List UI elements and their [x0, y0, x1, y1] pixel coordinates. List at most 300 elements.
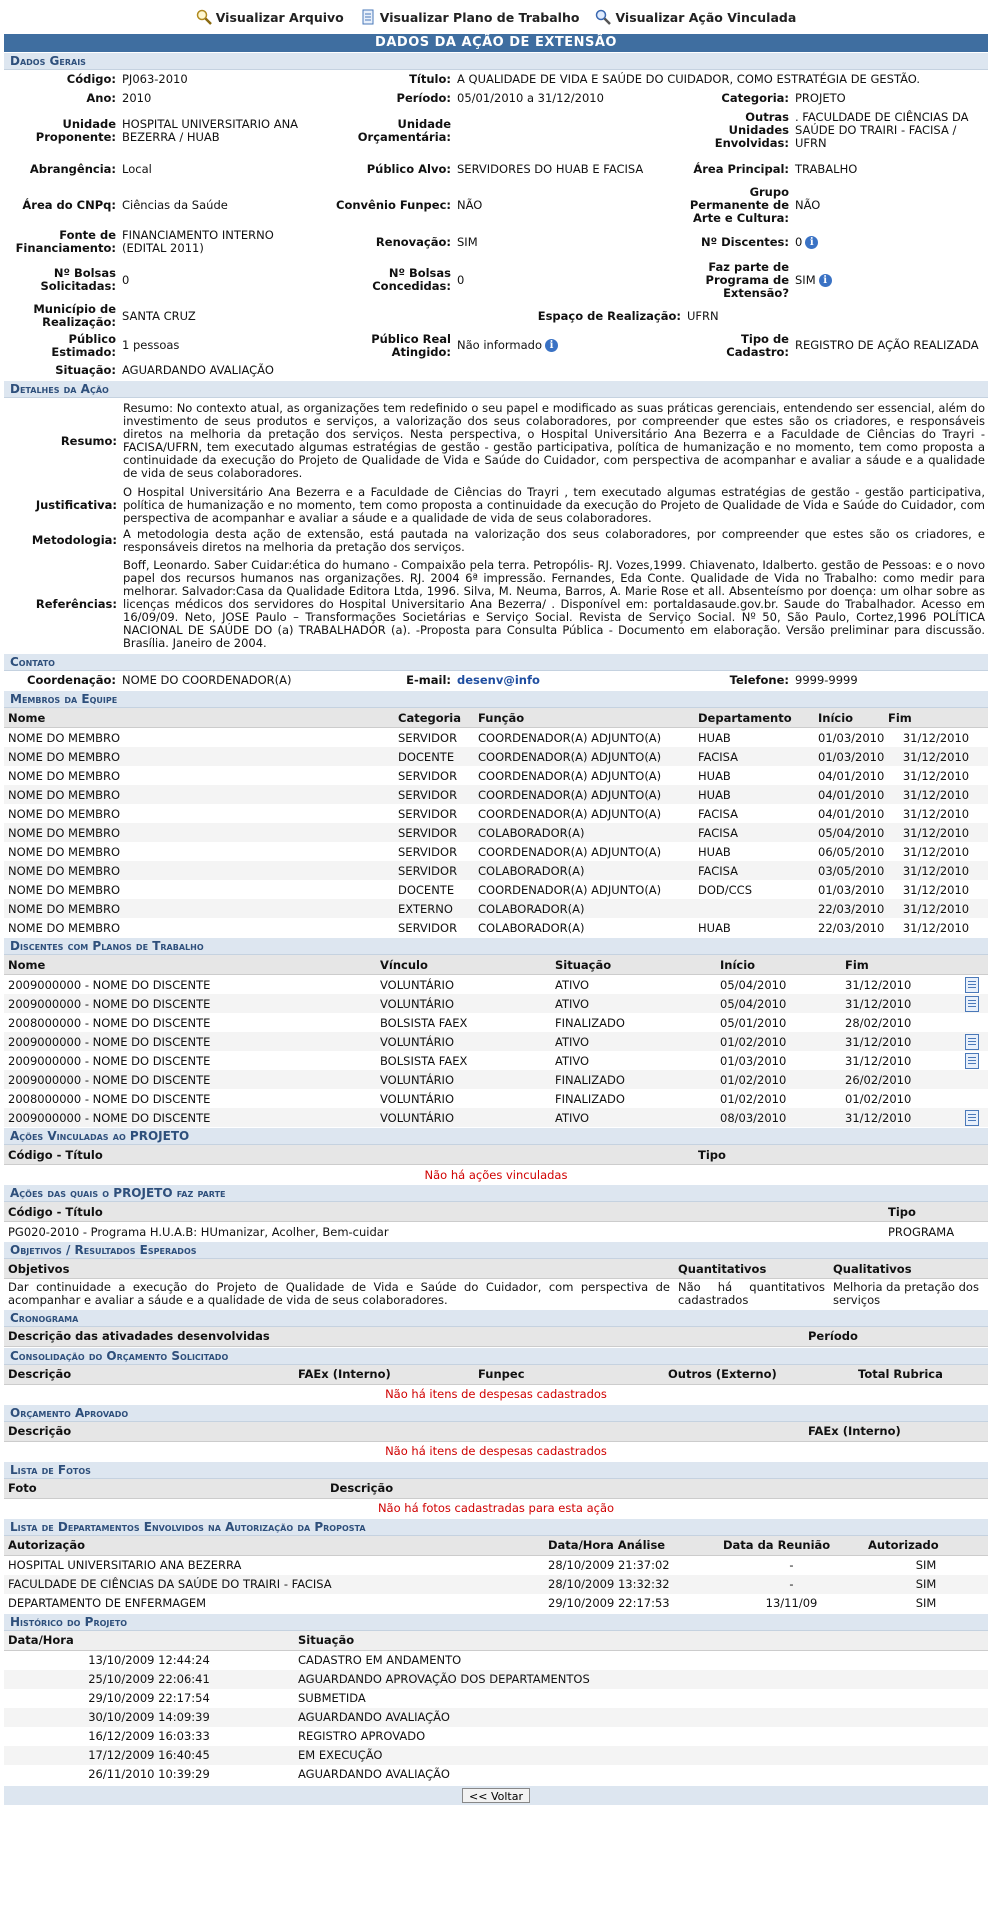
- real-audience-label: Público Real Atingido:: [371, 331, 451, 359]
- footer-bar: [4, 1786, 988, 1805]
- member-category: EXTERNO: [394, 899, 474, 918]
- renewal-value: SIM: [457, 234, 478, 249]
- col-meeting-date: Data da Reunião: [719, 1536, 864, 1556]
- proposing-unit-label: Unidade Proponente:: [35, 116, 116, 144]
- member-category: SERVIDOR: [398, 844, 458, 859]
- col-status: Situação: [551, 955, 716, 975]
- member-function: COORDENADOR(A) ADJUNTO(A): [474, 747, 694, 766]
- student-end: 31/12/2010: [841, 1108, 961, 1127]
- member-category: SERVIDOR: [394, 823, 474, 842]
- analysis-datetime: 28/10/2009 13:32:32: [544, 1575, 719, 1594]
- students-count-label: Nº Discentes:: [701, 234, 789, 249]
- col-category: Categoria: [394, 708, 474, 728]
- col-code-title: Código - Título: [4, 1145, 694, 1165]
- cnpq-area-value: Ciências da Saúde: [122, 198, 228, 212]
- renewal-label: Renovação:: [375, 234, 451, 249]
- history-table: [4, 1631, 988, 1784]
- member-category: SERVIDOR: [398, 768, 458, 783]
- member-category: SERVIDOR: [398, 806, 458, 821]
- col-code-title: Código - Título: [4, 1202, 884, 1222]
- member-name: NOME DO MEMBRO: [8, 730, 121, 745]
- info-icon[interactable]: i: [805, 236, 818, 249]
- email-value[interactable]: desenv@info: [457, 673, 540, 687]
- funding-source-value: FINANCIAMENTO INTERNO (EDITAL 2011): [122, 228, 274, 255]
- section-history: Histórico do Projeto: [4, 1614, 988, 1631]
- workplan-document-icon[interactable]: [965, 1034, 979, 1050]
- qualitative-text: Melhoria da pretação dos serviços: [833, 1279, 979, 1307]
- info-icon[interactable]: i: [819, 274, 832, 287]
- registration-type-value: REGISTRO DE AÇÃO REALIZADA: [795, 338, 979, 352]
- scope-value: Local: [122, 161, 152, 176]
- info-icon[interactable]: i: [545, 339, 558, 352]
- member-function: COLABORADOR(A): [478, 920, 585, 935]
- section-schedule: Cronograma: [4, 1310, 988, 1327]
- student-action: [961, 1108, 988, 1127]
- member-function: COORDENADOR(A) ADJUNTO(A): [478, 730, 662, 745]
- history-datetime: 17/12/2009 16:40:45: [4, 1746, 294, 1765]
- funding-source-label: Fonte de Financiamento:: [15, 228, 116, 255]
- member-department: FACISA: [698, 806, 739, 821]
- table-row: [4, 1708, 988, 1727]
- student-end: 31/12/2010: [845, 1053, 912, 1068]
- approved-budget-table: [4, 1422, 988, 1461]
- table-row: [4, 1222, 988, 1242]
- table-row: [4, 1108, 988, 1127]
- member-category: DOCENTE: [394, 747, 474, 766]
- page: [4, 0, 988, 1805]
- student-status: FINALIZADO: [555, 1091, 625, 1106]
- student-name: 2009000000 - NOME DO DISCENTE: [4, 994, 376, 1013]
- history-datetime: 16/12/2009 16:03:33: [88, 1729, 210, 1743]
- student-end: 28/02/2010: [845, 1015, 912, 1030]
- member-end: 31/12/2010: [902, 882, 970, 897]
- registration-type-label: Tipo de Cadastro:: [726, 331, 789, 359]
- member-name: NOME DO MEMBRO: [4, 899, 394, 918]
- member-function: COORDENADOR(A) ADJUNTO(A): [478, 882, 662, 897]
- table-row: [4, 823, 988, 842]
- main-area-value: TRABALHO: [795, 161, 858, 176]
- year-value: 2010: [122, 91, 152, 105]
- empty-message: Não há itens de despesas cadastrados: [385, 1444, 607, 1458]
- table-row: [4, 1032, 988, 1051]
- status-value: AGUARDANDO AVALIAÇÃO: [122, 363, 274, 377]
- parent-action-type: PROGRAMA: [888, 1224, 955, 1239]
- member-function: COLABORADOR(A): [474, 899, 694, 918]
- city-label: Município de Realização:: [33, 302, 116, 329]
- member-department: HUAB: [698, 920, 731, 935]
- objective-text: Dar continuidade a execução do Projeto de Qualidade de Vida e Saúde do Cuidador, com perspectiva de acompanhar e avaliar a sáude e a qualidade de vida de seus colaboradores.: [8, 1279, 670, 1307]
- meeting-date: -: [719, 1575, 864, 1594]
- history-datetime: 26/11/2010 10:39:29: [88, 1767, 210, 1781]
- venue-value: UFRN: [687, 308, 719, 323]
- phone-value: 9999-9999: [795, 673, 858, 687]
- parent-action-title: PG020-2010 - Programa H.U.A.B: HUmanizar, Acolher, Bem-cuidar: [8, 1224, 389, 1239]
- table-row: [4, 975, 988, 995]
- student-link: VOLUNTÁRIO: [376, 1108, 551, 1127]
- member-department: FACISA: [694, 823, 814, 842]
- authorized-value: SIM: [864, 1575, 988, 1594]
- section-parent-actions: Ações das quais o PROJETO faz parte: [4, 1185, 988, 1202]
- member-start: 06/05/2010: [818, 844, 885, 859]
- history-datetime: 30/10/2009 14:09:39: [4, 1708, 294, 1727]
- table-row: [4, 1670, 988, 1689]
- main-area-label: Área Principal:: [693, 161, 789, 176]
- estimated-audience-label: Público Estimado:: [51, 331, 116, 359]
- col-action: [961, 955, 988, 975]
- table-row: [4, 804, 988, 823]
- empty-message: Não há itens de despesas cadastrados: [385, 1387, 607, 1401]
- student-end: 31/12/2010: [841, 994, 961, 1013]
- other-units-label: Outras Unidades Envolvidas:: [714, 110, 789, 150]
- student-start: 01/02/2010: [720, 1091, 787, 1106]
- member-department: DOD/CCS: [698, 882, 752, 897]
- col-authorization: Autorização: [4, 1536, 544, 1556]
- granted-grants-label: Nº Bolsas Concedidas:: [372, 266, 451, 293]
- coordinator-label: Coordenação:: [27, 673, 116, 687]
- member-start: 05/04/2010: [814, 823, 884, 842]
- member-start: 22/03/2010: [814, 899, 884, 918]
- student-start: 05/04/2010: [720, 977, 787, 992]
- section-linked-actions: Ações Vinculadas ao PROJETO: [4, 1128, 988, 1145]
- member-start: 04/01/2010: [818, 768, 885, 783]
- table-row: [4, 1555, 988, 1575]
- col-function: Função: [474, 708, 694, 728]
- table-row: [4, 1689, 988, 1708]
- history-datetime: 29/10/2009 22:17:54: [88, 1691, 210, 1705]
- photos-table: [4, 1479, 988, 1518]
- col-description: Descrição: [326, 1479, 988, 1499]
- quantitative-text: Não há quantitativos cadastrados: [678, 1279, 825, 1307]
- summary-label: Resumo:: [60, 433, 117, 448]
- students-count-value: 0: [795, 234, 803, 249]
- member-name: NOME DO MEMBRO: [8, 806, 121, 821]
- student-start: 01/02/2010: [716, 1070, 841, 1089]
- member-start: 04/01/2010: [818, 806, 885, 821]
- magnifier-icon: [196, 9, 212, 25]
- student-start: 01/03/2010: [720, 1053, 787, 1068]
- objectives-table: [4, 1259, 988, 1309]
- table-row: [4, 918, 988, 937]
- contact-table: [4, 671, 988, 690]
- analysis-datetime: 28/10/2009 21:37:02: [548, 1558, 670, 1572]
- view-file-link[interactable]: [196, 9, 344, 25]
- student-name: 2008000000 - NOME DO DISCENTE: [8, 1015, 211, 1030]
- table-row: [4, 728, 988, 748]
- workplan-document-icon[interactable]: [965, 996, 979, 1012]
- back-button[interactable]: << Voltar: [462, 1788, 530, 1803]
- student-link: BOLSISTA FAEX: [380, 1053, 468, 1068]
- student-name: 2009000000 - NOME DO DISCENTE: [8, 977, 211, 992]
- view-workplan-label: Visualizar Plano de Trabalho: [379, 9, 580, 25]
- member-name: NOME DO MEMBRO: [4, 823, 394, 842]
- member-category: SERVIDOR: [394, 861, 474, 880]
- col-status: Situação: [294, 1631, 988, 1651]
- justification-value: O Hospital Universitário Ana Bezerra e a Faculdade de Ciências do Trayri , tem executado algumas estratégias de gestão - gestão participativa, política de humanização e no momento, tem como proposta a continuidade da execução do Projeto de Qualidade de Vida e Saúde do Cuidador, com perspectiva de acompanhar e avaliar a sáude e a qualidade de vida de seus colaboradores.: [123, 484, 985, 525]
- program-part-value: SIM: [795, 272, 816, 287]
- history-status: SUBMETIDA: [298, 1691, 366, 1705]
- references-value: Boff, Leonardo. Saber Cuidar:ética do humano - Compaixão pela terra. Petropólis- RJ. Vozes,1999. Chiavenato, Idalberto. gestão de Pessoas: e o novo papel dos recursos humanos nas organizações. RJ. 2004 6ª impressão. Fernandes, Eda Conte. Qualidade de Vida no Trabalho: como medir para melhorar. Salvador:Casa da Qualidade Editora Ltda, 1996. Silva, M. Neuma, Barros, A. Marie Rose et all. Absenteísmo por doença: um olhar sobre as licenças médicos dos servidores do Hospital Universitario Ana Bezerra/ . Disponível em: portaldasaude.gov.br. Saude do Trabalhador. Acesso em 16/09/09. Neto, JOSE Paulo – Transformações Societárias e Serviço Social. Revista de Serviço Social. Nº 50, São Paulo, Cortez,1996 POLÍTICA NACIONAL DE SAÚDE DO (a) TRABALHADOR (a). -Proposta para Consulta Pública - Documento em elaboração. Versão preliminar para discussão. Brasília. Janeiro de 2004.: [123, 557, 985, 650]
- table-row: [4, 1051, 988, 1070]
- student-link: VOLUNTÁRIO: [376, 1032, 551, 1051]
- venue-label: Espaço de Realização:: [537, 308, 681, 323]
- student-start: 08/03/2010: [716, 1108, 841, 1127]
- meeting-date: -: [789, 1558, 794, 1572]
- view-workplan-link[interactable]: [360, 9, 580, 25]
- member-name: NOME DO MEMBRO: [4, 747, 394, 766]
- member-department: FACISA: [694, 747, 814, 766]
- section-contact: Contato: [4, 654, 988, 671]
- table-row: [4, 1089, 988, 1108]
- history-status: AGUARDANDO APROVAÇÃO DOS DEPARTAMENTOS: [294, 1670, 988, 1689]
- authorized-value: SIM: [915, 1596, 937, 1610]
- student-status: ATIVO: [555, 977, 590, 992]
- methodology-label: Metodologia:: [31, 533, 117, 547]
- col-department: Departamento: [694, 708, 814, 728]
- workplan-document-icon[interactable]: [965, 1053, 979, 1069]
- member-department: HUAB: [698, 844, 731, 859]
- col-name: Nome: [4, 955, 376, 975]
- student-link: VOLUNTÁRIO: [380, 1091, 455, 1106]
- status-label: Situação:: [55, 363, 116, 377]
- code-label: Código:: [66, 72, 116, 86]
- history-status: EM EXECUÇÃO: [294, 1746, 988, 1765]
- col-type: Tipo: [884, 1202, 988, 1222]
- table-row: [4, 766, 988, 785]
- references-label: Referências:: [35, 596, 117, 611]
- member-function: COORDENADOR(A) ADJUNTO(A): [478, 806, 662, 821]
- section-action-details: Detalhes da Ação: [4, 381, 988, 398]
- col-others: Outros (Externo): [664, 1365, 854, 1385]
- parent-actions-table: [4, 1202, 988, 1241]
- student-end: 26/02/2010: [841, 1070, 961, 1089]
- col-end: Fim: [884, 708, 988, 728]
- student-end: 31/12/2010: [845, 977, 912, 992]
- col-funpec: Funpec: [474, 1365, 664, 1385]
- student-status: ATIVO: [555, 1053, 590, 1068]
- col-quantitative: Quantitativos: [674, 1259, 829, 1279]
- art-group-label: Grupo Permanente de Arte e Cultura:: [689, 185, 789, 225]
- member-end: 31/12/2010: [884, 861, 988, 880]
- member-name: NOME DO MEMBRO: [4, 785, 394, 804]
- col-qualitative: Qualitativos: [829, 1259, 988, 1279]
- member-start: 04/01/2010: [814, 785, 884, 804]
- member-name: NOME DO MEMBRO: [8, 882, 121, 897]
- view-linked-action-link[interactable]: [595, 9, 796, 25]
- section-photos: Lista de Fotos: [4, 1462, 988, 1479]
- table-row: [4, 1070, 988, 1089]
- section-requested-budget: Consolidação do Orçamento Solicitado: [4, 1348, 988, 1365]
- student-action: [961, 994, 988, 1013]
- member-end: 31/12/2010: [884, 747, 988, 766]
- workplan-document-icon[interactable]: [965, 1110, 979, 1126]
- col-objectives: Objetivos: [4, 1259, 674, 1279]
- general-data-table: [4, 70, 988, 380]
- students-count-cell: [792, 226, 988, 258]
- cnpq-area-label: Área do CNPq:: [22, 198, 116, 212]
- member-category: SERVIDOR: [398, 920, 458, 935]
- department-name: DEPARTAMENTO DE ENFERMAGEM: [8, 1596, 207, 1610]
- member-category: SERVIDOR: [394, 785, 474, 804]
- top-links: [4, 0, 988, 34]
- category-label: Categoria:: [721, 91, 789, 105]
- member-end: 31/12/2010: [902, 768, 970, 783]
- member-category: DOCENTE: [398, 882, 455, 897]
- table-row: [4, 861, 988, 880]
- history-status: AGUARDANDO AVALIAÇÃO: [298, 1767, 450, 1781]
- history-status: REGISTRO APROVADO: [298, 1729, 426, 1743]
- table-row: [4, 1765, 988, 1784]
- col-datetime: Data/Hora: [4, 1631, 294, 1651]
- real-audience-value: Não informado: [457, 338, 543, 352]
- col-link: Vínculo: [376, 955, 551, 975]
- history-status: AGUARDANDO AVALIAÇÃO: [294, 1708, 988, 1727]
- program-part-cell: [792, 258, 988, 302]
- member-function: COORDENADOR(A) ADJUNTO(A): [478, 768, 662, 783]
- member-department: HUAB: [698, 730, 731, 745]
- student-status: ATIVO: [551, 1108, 716, 1127]
- department-name: FACULDADE DE CIÊNCIAS DA SAÚDE DO TRAIRI - FACISA: [4, 1575, 544, 1594]
- col-description: Descrição: [4, 1365, 294, 1385]
- table-row: [4, 785, 988, 804]
- table-row: [4, 1013, 988, 1032]
- col-start: Início: [814, 708, 884, 728]
- member-department: HUAB: [698, 768, 731, 783]
- table-row: [4, 1594, 988, 1613]
- requested-budget-table: [4, 1365, 988, 1404]
- col-analysis-date: Data/Hora Análise: [544, 1536, 719, 1556]
- section-approved-budget: Orçamento Aprovado: [4, 1405, 988, 1422]
- history-datetime: 13/10/2009 12:44:24: [88, 1653, 210, 1667]
- member-end: 31/12/2010: [884, 785, 988, 804]
- student-action: [961, 975, 988, 995]
- requested-grants-value: 0: [122, 272, 130, 287]
- program-part-label: Faz parte de Programa de Extensão?: [705, 259, 789, 300]
- period-label: Período:: [396, 91, 451, 105]
- workplan-document-icon[interactable]: [965, 977, 979, 993]
- member-end: 31/12/2010: [902, 844, 970, 859]
- member-end: 31/12/2010: [884, 899, 988, 918]
- student-action: [961, 1032, 988, 1051]
- view-file-label: Visualizar Arquivo: [215, 9, 344, 25]
- section-general-data: Dados Gerais: [4, 53, 988, 70]
- student-link: VOLUNTÁRIO: [380, 977, 455, 992]
- table-row: [4, 1650, 988, 1670]
- table-row: [4, 1746, 988, 1765]
- student-start: 01/02/2010: [716, 1032, 841, 1051]
- funpec-label: Convênio Funpec:: [336, 198, 451, 212]
- code-value: PJ063-2010: [122, 72, 188, 86]
- meeting-date: 13/11/09: [765, 1596, 818, 1610]
- requested-grants-label: Nº Bolsas Solicitadas:: [40, 266, 116, 293]
- analysis-datetime: 29/10/2009 22:17:53: [548, 1596, 670, 1610]
- col-type: Tipo: [694, 1145, 988, 1165]
- students-table: [4, 955, 988, 1127]
- proposing-unit-value: HOSPITAL UNIVERSITARIO ANA BEZERRA / HUAB: [122, 116, 299, 144]
- table-row: [4, 899, 988, 918]
- student-action: [961, 1051, 988, 1070]
- document-icon: [360, 9, 376, 25]
- student-status: FINALIZADO: [555, 1015, 625, 1030]
- student-action: [961, 1089, 988, 1108]
- col-faex: FAEx (Interno): [294, 1365, 474, 1385]
- student-start: 05/04/2010: [716, 994, 841, 1013]
- col-photo: Foto: [4, 1479, 326, 1499]
- history-status: CADASTRO EM ANDAMENTO: [298, 1653, 462, 1667]
- table-row: [4, 842, 988, 861]
- table-row: [4, 747, 988, 766]
- other-units-value: . FACULDADE DE CIÊNCIAS DA SAÚDE DO TRAIRI - FACISA / UFRN: [795, 110, 969, 150]
- summary-value: Resumo: No contexto atual, as organizações tem redefinido o seu papel e modificado as suas práticas gerenciais, entendendo ser essencial, além do investimento de seus produtos e serviços, a valorização dos seus colaboradores, por compreender que estes são os criadores, e responsáveis diretos na melhoria da pretação dos serviços. Nesta perspectiva, o Hospital Universitário Ana Bezerra e a Faculdade de Ciências do Trayri - FACISA/UFRN, tem executado algumas estratégias de gestão - gestão participativa, política de humanização e no momento, tem como proposta a continuidade da execução do Projeto de Qualidade de Vida e Saúde do Cuidador, com perspectiva de acompanhar e avaliar a sáude e a qualidade de vida de seus colaboradores.: [123, 401, 985, 480]
- student-link: BOLSISTA FAEX: [380, 1015, 468, 1030]
- student-status: FINALIZADO: [551, 1070, 716, 1089]
- member-function: COORDENADOR(A) ADJUNTO(A): [478, 844, 662, 859]
- budget-unit-value: [454, 108, 684, 153]
- student-action: [961, 1070, 988, 1089]
- member-start: 22/03/2010: [818, 920, 885, 935]
- section-students: Discentes com Planos de Trabalho: [4, 938, 988, 955]
- title-value: A QUALIDADE DE VIDA E SAÚDE DO CUIDADOR, COMO ESTRATÉGIA DE GESTÃO.: [457, 72, 920, 86]
- member-department: HUAB: [694, 785, 814, 804]
- student-name: 2008000000 - NOME DO DISCENTE: [8, 1091, 211, 1106]
- member-end: 31/12/2010: [902, 806, 970, 821]
- magnifier-icon: [595, 9, 611, 25]
- art-group-value: NÃO: [795, 198, 821, 212]
- table-row: [4, 994, 988, 1013]
- col-total: Total Rubrica: [854, 1365, 988, 1385]
- col-name: Nome: [4, 708, 394, 728]
- empty-message: Não há fotos cadastradas para esta ação: [377, 1501, 615, 1515]
- granted-grants-value: 0: [457, 272, 465, 287]
- category-value: PROJETO: [795, 91, 846, 105]
- departments-table: [4, 1536, 988, 1613]
- student-name: 2009000000 - NOME DO DISCENTE: [4, 1108, 376, 1127]
- student-name: 2009000000 - NOME DO DISCENTE: [8, 1053, 211, 1068]
- estimated-audience-value: 1 pessoas: [122, 338, 180, 352]
- funpec-value: NÃO: [457, 198, 483, 212]
- member-function: COLABORADOR(A): [474, 861, 694, 880]
- student-link: VOLUNTÁRIO: [376, 1070, 551, 1089]
- email-label: E-mail:: [406, 673, 451, 687]
- member-end: 31/12/2010: [902, 920, 970, 935]
- member-start: 01/03/2010: [814, 747, 884, 766]
- table-row: [4, 880, 988, 899]
- table-row: [4, 1727, 988, 1746]
- student-link: VOLUNTÁRIO: [376, 994, 551, 1013]
- col-faex: FAEx (Interno): [804, 1422, 988, 1442]
- section-departments: Lista de Departamentos Envolvidos na Autorização da Proposta: [4, 1519, 988, 1536]
- col-period: Período: [804, 1327, 988, 1347]
- member-name: NOME DO MEMBRO: [8, 768, 121, 783]
- col-end: Fim: [841, 955, 961, 975]
- member-category: SERVIDOR: [398, 730, 458, 745]
- table-row: [4, 1279, 988, 1309]
- col-authorized: Autorizado: [864, 1536, 988, 1556]
- student-action: [961, 1013, 988, 1032]
- target-audience-label: Público Alvo:: [366, 161, 451, 176]
- phone-label: Telefone:: [729, 673, 789, 687]
- department-name: HOSPITAL UNIVERSITARIO ANA BEZERRA: [8, 1558, 242, 1572]
- member-end: 31/12/2010: [884, 823, 988, 842]
- team-members-table: [4, 708, 988, 937]
- student-end: 31/12/2010: [841, 1032, 961, 1051]
- city-value: SANTA CRUZ: [122, 308, 196, 323]
- col-start: Início: [716, 955, 841, 975]
- title-label: Título:: [409, 72, 451, 86]
- member-end: 31/12/2010: [902, 730, 970, 745]
- member-start: 01/03/2010: [818, 882, 885, 897]
- col-description: Descrição: [4, 1422, 804, 1442]
- member-name: NOME DO MEMBRO: [8, 844, 121, 859]
